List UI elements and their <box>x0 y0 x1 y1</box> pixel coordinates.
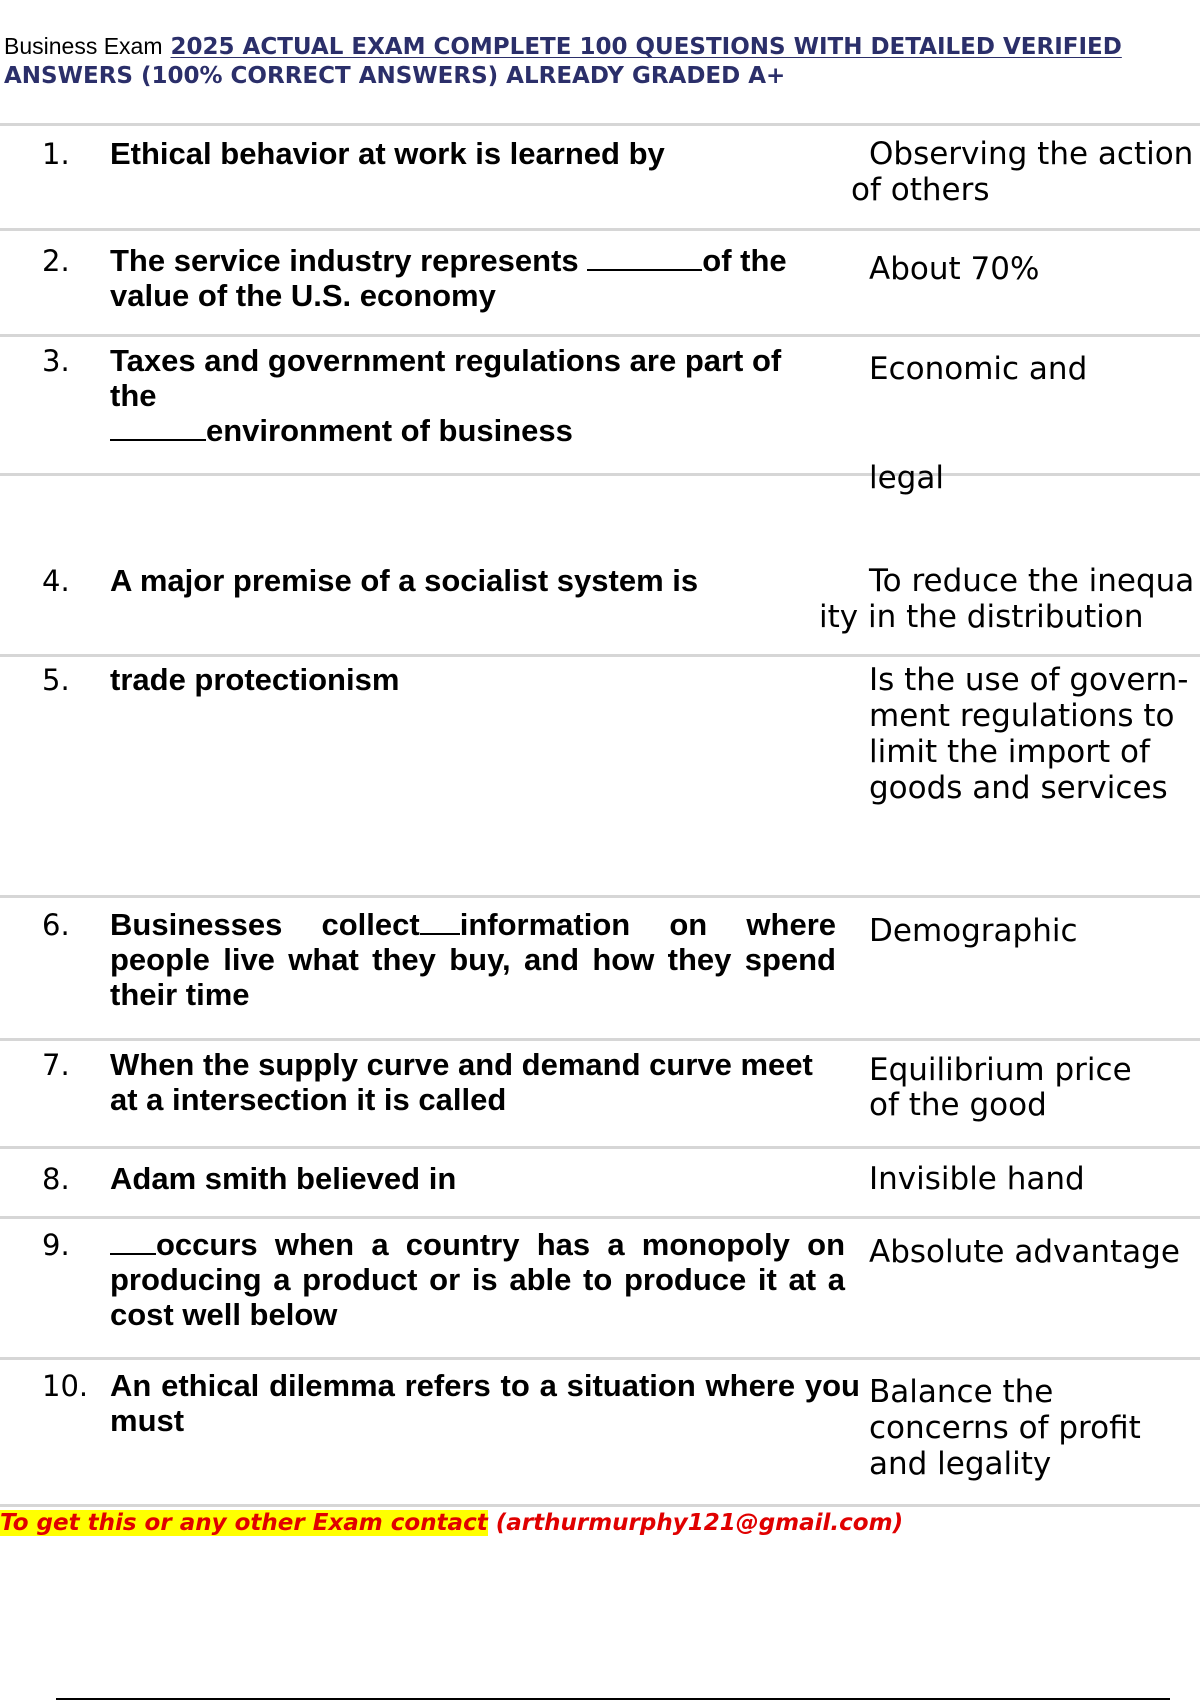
question-text <box>110 907 836 1012</box>
question-number: 6. <box>42 908 70 942</box>
answer-line: Observing the action <box>869 136 1194 172</box>
answer-blank <box>587 243 702 271</box>
title-lead: Business Exam <box>4 33 163 59</box>
table-row <box>0 334 1200 473</box>
answer-text: Demographic <box>869 913 1078 949</box>
footer-highlight: To get this or any other Exam contact <box>0 1510 488 1536</box>
answer-text <box>819 563 1200 635</box>
question-text <box>110 1227 845 1332</box>
question-part: The service industry represents <box>110 243 588 278</box>
question-text: trade protectionism <box>110 662 400 697</box>
answer-text: About 70% <box>869 251 1040 287</box>
answer-blank <box>110 1227 156 1255</box>
question-number: 5. <box>42 663 70 697</box>
question-text: When the supply curve and demand curve meet at a intersection it is called <box>110 1047 813 1117</box>
answer-text: Balance the concerns of profit and legality <box>869 1374 1141 1482</box>
question-part: Taxes and government regulations are part of the <box>110 343 782 413</box>
title-line-1: 2025 ACTUAL EXAM COMPLETE 100 QUESTIONS WITH DETAILED VERIFIED <box>170 34 1122 60</box>
table-row <box>0 460 1200 654</box>
table-row <box>0 1146 1200 1216</box>
question-part: of the <box>702 243 787 278</box>
question-part: occurs when a country has a monopoly on producing a product or is able to produce it at a cost well below <box>110 1227 845 1332</box>
answer-line: of others <box>851 172 990 208</box>
table-row <box>0 895 1200 1038</box>
question-number: 9. <box>42 1228 70 1262</box>
answer-blank <box>110 413 206 441</box>
question-number: 1. <box>42 137 70 171</box>
answer-line: ity in the distribution <box>819 599 1144 635</box>
title-line-2: ANSWERS (100% CORRECT ANSWERS) ALREADY GRADED A+ <box>4 63 786 89</box>
question-number: 3. <box>42 344 70 378</box>
answer-text: Economic and <box>869 351 1088 387</box>
answer-text: Absolute advantage <box>869 1234 1180 1270</box>
table-row <box>0 1216 1200 1357</box>
question-part: information on where people live what they buy, and how they spend their time <box>110 907 836 1012</box>
question-number: 10. <box>42 1369 89 1403</box>
question-part: environment of business <box>206 413 573 448</box>
table-row <box>0 1357 1200 1507</box>
question-text <box>110 243 836 313</box>
footer-email[interactable]: (arthurmurphy121@gmail.com) <box>495 1510 904 1536</box>
table-row <box>0 123 1200 228</box>
question-number: 8. <box>42 1162 70 1196</box>
question-part: Businesses collect <box>110 907 420 942</box>
answer-text: Is the use of govern- ment regulations to limit the import of goods and services <box>869 662 1189 806</box>
question-text: Ethical behavior at work is learned by <box>110 136 665 171</box>
question-text <box>110 343 836 448</box>
question-number: 4. <box>42 564 70 598</box>
qa-table <box>0 123 1200 1507</box>
question-number: 7. <box>42 1048 70 1082</box>
answer-line: of the good <box>869 1087 1047 1123</box>
question-text: An ethical dilemma refers to a situation where you must <box>110 1368 860 1438</box>
table-row <box>0 654 1200 895</box>
document-title <box>4 32 1200 91</box>
answer-line: To reduce the inequa <box>869 563 1195 599</box>
answer-text: Invisible hand <box>869 1161 1085 1197</box>
question-number: 2. <box>42 244 70 278</box>
question-text: A major premise of a socialist system is <box>110 563 699 598</box>
question-text: Adam smith believed in <box>110 1161 457 1196</box>
contact-footer <box>0 1510 903 1536</box>
table-row <box>0 1038 1200 1146</box>
answer-text-continued: legal <box>869 460 944 496</box>
question-part: value of the U.S. economy <box>110 278 496 313</box>
answer-text <box>869 1053 1200 1123</box>
answer-text <box>851 136 1200 208</box>
table-row <box>0 228 1200 334</box>
answer-line: Equilibrium price <box>869 1052 1132 1088</box>
answer-blank <box>420 907 460 935</box>
